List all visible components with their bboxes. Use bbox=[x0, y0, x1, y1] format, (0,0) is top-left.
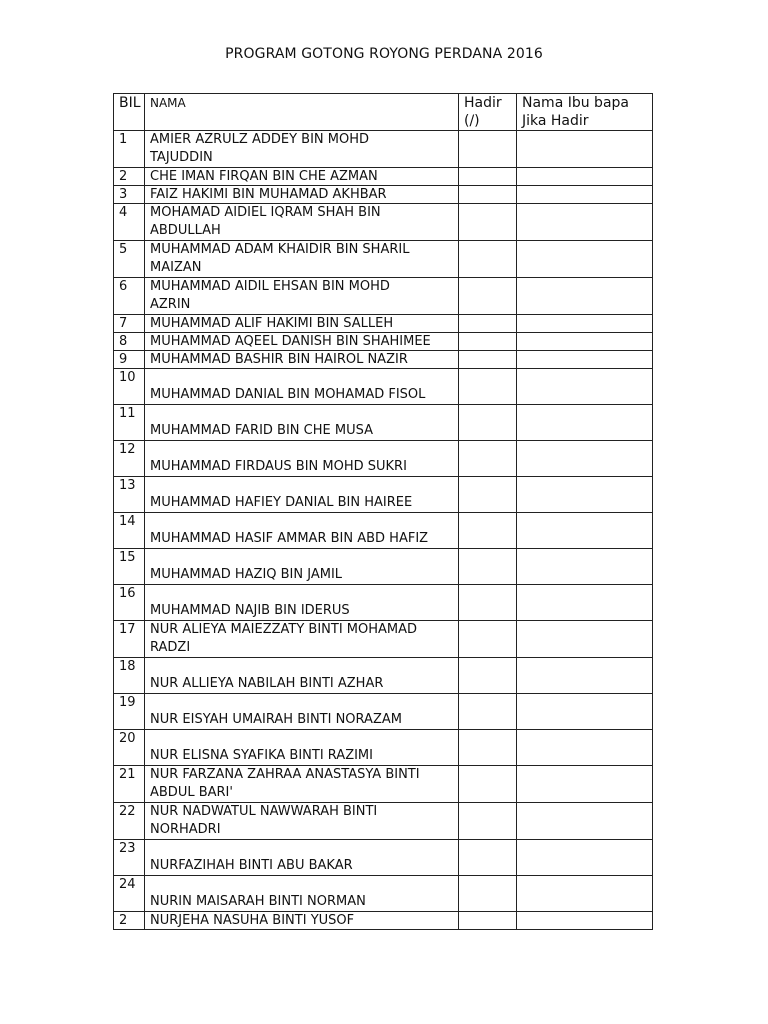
hadir-cell[interactable] bbox=[459, 876, 517, 912]
table-row bbox=[114, 694, 653, 730]
hadir-cell[interactable] bbox=[459, 241, 517, 278]
attendance-table bbox=[113, 93, 653, 930]
ibu-bapa-cell[interactable] bbox=[517, 694, 653, 730]
ibu-bapa-cell[interactable] bbox=[517, 369, 653, 405]
row-number: 21 bbox=[114, 766, 145, 803]
row-number: 11 bbox=[114, 405, 145, 441]
ibu-bapa-cell[interactable] bbox=[517, 351, 653, 369]
table-row bbox=[114, 405, 653, 441]
student-name: AMIER AZRULZ ADDEY BIN MOHD TAJUDDIN bbox=[145, 131, 459, 168]
table-row bbox=[114, 168, 653, 186]
hadir-cell[interactable] bbox=[459, 405, 517, 441]
hadir-cell[interactable] bbox=[459, 441, 517, 477]
row-number: 23 bbox=[114, 840, 145, 876]
table-row bbox=[114, 658, 653, 694]
table-row bbox=[114, 241, 653, 278]
row-number: 8 bbox=[114, 333, 145, 351]
ibu-bapa-cell[interactable] bbox=[517, 333, 653, 351]
ibu-bapa-cell[interactable] bbox=[517, 549, 653, 585]
table-row bbox=[114, 549, 653, 585]
hadir-cell[interactable] bbox=[459, 333, 517, 351]
hadir-cell[interactable] bbox=[459, 730, 517, 766]
hadir-cell[interactable] bbox=[459, 168, 517, 186]
row-number: 3 bbox=[114, 186, 145, 204]
ibu-bapa-cell[interactable] bbox=[517, 730, 653, 766]
ibu-bapa-cell[interactable] bbox=[517, 876, 653, 912]
document-title: PROGRAM GOTONG ROYONG PERDANA 2016 bbox=[225, 46, 543, 62]
ibu-bapa-cell[interactable] bbox=[517, 131, 653, 168]
student-name: NUR EISYAH UMAIRAH BINTI NORAZAM bbox=[145, 694, 459, 730]
table-row bbox=[114, 585, 653, 621]
hadir-cell[interactable] bbox=[459, 766, 517, 803]
student-name: MUHAMMAD DANIAL BIN MOHAMAD FISOL bbox=[145, 369, 459, 405]
hadir-cell[interactable] bbox=[459, 369, 517, 405]
hadir-cell[interactable] bbox=[459, 694, 517, 730]
hadir-cell[interactable] bbox=[459, 658, 517, 694]
row-number: 5 bbox=[114, 241, 145, 278]
student-name: NUR ALIEYA MAIEZZATY BINTI MOHAMAD RADZI bbox=[145, 621, 459, 658]
row-number: 10 bbox=[114, 369, 145, 405]
student-name: MUHAMMAD HASIF AMMAR BIN ABD HAFIZ bbox=[145, 513, 459, 549]
header-hadir: Hadir (/) bbox=[459, 94, 517, 131]
header-nama-ibu-bapa: Nama Ibu bapa Jika Hadir bbox=[517, 94, 653, 131]
row-number: 7 bbox=[114, 315, 145, 333]
student-name: MUHAMMAD AIDIL EHSAN BIN MOHD AZRIN bbox=[145, 278, 459, 315]
header-bil: BIL bbox=[114, 94, 145, 131]
student-name: NURIN MAISARAH BINTI NORMAN bbox=[145, 876, 459, 912]
hadir-cell[interactable] bbox=[459, 513, 517, 549]
table-row bbox=[114, 803, 653, 840]
row-number: 2 bbox=[114, 168, 145, 186]
table-row bbox=[114, 369, 653, 405]
row-number: 13 bbox=[114, 477, 145, 513]
student-name: MUHAMMAD HAZIQ BIN JAMIL bbox=[145, 549, 459, 585]
table-row bbox=[114, 351, 653, 369]
ibu-bapa-cell[interactable] bbox=[517, 658, 653, 694]
hadir-cell[interactable] bbox=[459, 549, 517, 585]
ibu-bapa-cell[interactable] bbox=[517, 186, 653, 204]
row-number: 20 bbox=[114, 730, 145, 766]
student-name: MUHAMMAD HAFIEY DANIAL BIN HAIREE bbox=[145, 477, 459, 513]
table-row bbox=[114, 278, 653, 315]
ibu-bapa-cell[interactable] bbox=[517, 278, 653, 315]
ibu-bapa-cell[interactable] bbox=[517, 621, 653, 658]
student-name: MOHAMAD AIDIEL IQRAM SHAH BIN ABDULLAH bbox=[145, 204, 459, 241]
student-name: NURJEHA NASUHA BINTI YUSOF bbox=[145, 912, 459, 930]
hadir-cell[interactable] bbox=[459, 131, 517, 168]
table-row bbox=[114, 204, 653, 241]
student-name: MUHAMMAD NAJIB BIN IDERUS bbox=[145, 585, 459, 621]
table-row bbox=[114, 441, 653, 477]
student-name: MUHAMMAD BASHIR BIN HAIROL NAZIR bbox=[145, 351, 459, 369]
hadir-cell[interactable] bbox=[459, 477, 517, 513]
ibu-bapa-cell[interactable] bbox=[517, 441, 653, 477]
hadir-cell[interactable] bbox=[459, 840, 517, 876]
student-name: CHE IMAN FIRQAN BIN CHE AZMAN bbox=[145, 168, 459, 186]
row-number: 12 bbox=[114, 441, 145, 477]
hadir-cell[interactable] bbox=[459, 803, 517, 840]
table-row bbox=[114, 766, 653, 803]
row-number: 9 bbox=[114, 351, 145, 369]
table-header-row bbox=[114, 94, 653, 131]
row-number: 14 bbox=[114, 513, 145, 549]
header-nama: NAMA bbox=[145, 94, 459, 131]
row-number: 1 bbox=[114, 131, 145, 168]
hadir-cell[interactable] bbox=[459, 351, 517, 369]
student-name: NUR NADWATUL NAWWARAH BINTI NORHADRI bbox=[145, 803, 459, 840]
student-name: NUR ALLIEYA NABILAH BINTI AZHAR bbox=[145, 658, 459, 694]
ibu-bapa-cell[interactable] bbox=[517, 168, 653, 186]
row-number: 6 bbox=[114, 278, 145, 315]
student-name: MUHAMMAD FIRDAUS BIN MOHD SUKRI bbox=[145, 441, 459, 477]
ibu-bapa-cell[interactable] bbox=[517, 803, 653, 840]
table-row bbox=[114, 730, 653, 766]
ibu-bapa-cell[interactable] bbox=[517, 513, 653, 549]
ibu-bapa-cell[interactable] bbox=[517, 315, 653, 333]
row-number: 4 bbox=[114, 204, 145, 241]
ibu-bapa-cell[interactable] bbox=[517, 477, 653, 513]
student-name: MUHAMMAD AQEEL DANISH BIN SHAHIMEE bbox=[145, 333, 459, 351]
hadir-cell[interactable] bbox=[459, 585, 517, 621]
table-row bbox=[114, 912, 653, 930]
hadir-cell[interactable] bbox=[459, 186, 517, 204]
student-name: MUHAMMAD FARID BIN CHE MUSA bbox=[145, 405, 459, 441]
row-number: 19 bbox=[114, 694, 145, 730]
row-number: 15 bbox=[114, 549, 145, 585]
row-number: 17 bbox=[114, 621, 145, 658]
hadir-cell[interactable] bbox=[459, 278, 517, 315]
hadir-cell[interactable] bbox=[459, 204, 517, 241]
ibu-bapa-cell[interactable] bbox=[517, 204, 653, 241]
student-name: NUR FARZANA ZAHRAA ANASTASYA BINTI ABDUL BARI' bbox=[145, 766, 459, 803]
hadir-cell[interactable] bbox=[459, 912, 517, 930]
row-number: 16 bbox=[114, 585, 145, 621]
ibu-bapa-cell[interactable] bbox=[517, 585, 653, 621]
ibu-bapa-cell[interactable] bbox=[517, 405, 653, 441]
table-row bbox=[114, 315, 653, 333]
table-row bbox=[114, 513, 653, 549]
student-name: NUR ELISNA SYAFIKA BINTI RAZIMI bbox=[145, 730, 459, 766]
table-row bbox=[114, 477, 653, 513]
table-row bbox=[114, 131, 653, 168]
row-number: 18 bbox=[114, 658, 145, 694]
student-name: MUHAMMAD ADAM KHAIDIR BIN SHARIL MAIZAN bbox=[145, 241, 459, 278]
table-row bbox=[114, 876, 653, 912]
ibu-bapa-cell[interactable] bbox=[517, 840, 653, 876]
student-name: MUHAMMAD ALIF HAKIMI BIN SALLEH bbox=[145, 315, 459, 333]
hadir-cell[interactable] bbox=[459, 621, 517, 658]
ibu-bapa-cell[interactable] bbox=[517, 912, 653, 930]
row-number: 24 bbox=[114, 876, 145, 912]
ibu-bapa-cell[interactable] bbox=[517, 766, 653, 803]
table-row bbox=[114, 333, 653, 351]
ibu-bapa-cell[interactable] bbox=[517, 241, 653, 278]
table-row bbox=[114, 840, 653, 876]
row-number: 2 bbox=[114, 912, 145, 930]
student-name: NURFAZIHAH BINTI ABU BAKAR bbox=[145, 840, 459, 876]
row-number: 22 bbox=[114, 803, 145, 840]
hadir-cell[interactable] bbox=[459, 315, 517, 333]
student-name: FAIZ HAKIMI BIN MUHAMAD AKHBAR bbox=[145, 186, 459, 204]
table-row bbox=[114, 621, 653, 658]
table-row bbox=[114, 186, 653, 204]
